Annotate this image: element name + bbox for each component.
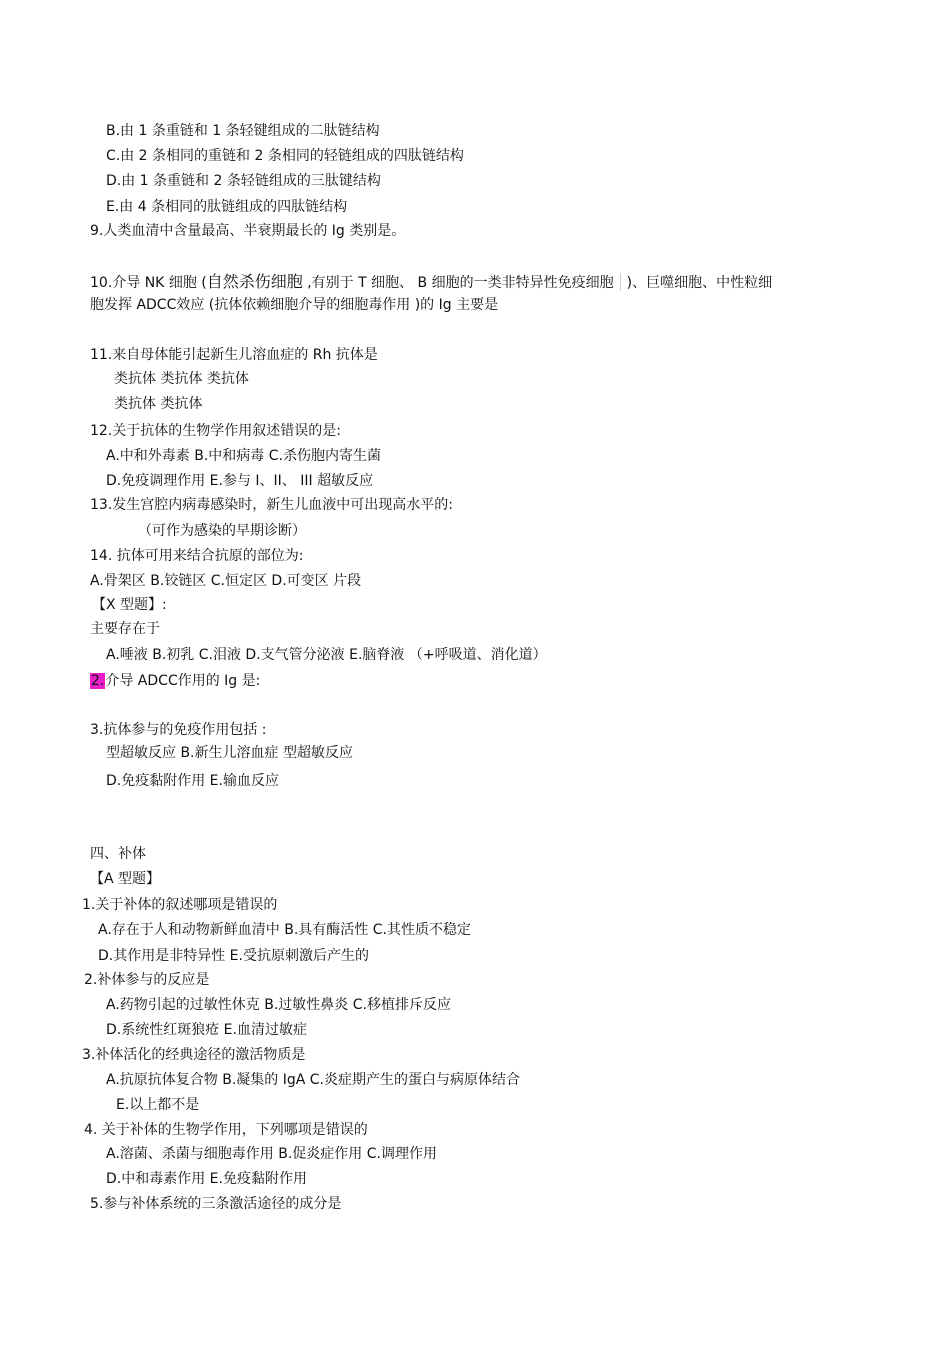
question-text: ,有别于 T 细胞、 B 细胞的一类非特异性免疫细胞 — [302, 275, 614, 291]
section-heading: 四、补体 — [90, 846, 146, 862]
question-line: 胞发挥 ADCC效应 (抗体依赖细胞介导的细胞毒作用 )的 Ig 主要是 — [90, 297, 499, 313]
question-text: )、巨噬细胞、中性粒细 — [626, 275, 773, 291]
question-line: 1.关于补体的叙述哪项是错误的 — [82, 897, 278, 913]
option-line: D.免疫调理作用 E.参与 I、II、 III 超敏反应 — [106, 473, 374, 489]
question-line: 3.补体活化的经典途径的激活物质是 — [82, 1047, 306, 1063]
option-line: A.唾液 B.初乳 C.泪液 D.支气管分泌液 E.脑脊液 （+呼吸道、消化道） — [106, 647, 547, 663]
divider — [620, 273, 621, 291]
section-label: 【A 型题】 — [90, 871, 161, 887]
question-line — [90, 272, 772, 292]
emphasis-text: 自然杀伤细胞 — [206, 272, 303, 291]
question-text: 10.介导 NK 细胞 ( — [90, 275, 207, 291]
option-line: A.骨架区 B.铰链区 C.恒定区 D.可变区 片段 — [90, 573, 362, 589]
option-line: D.由 1 条重链和 2 条轻链组成的三肽键结构 — [106, 173, 381, 189]
option-line: A.药物引起的过敏性休克 B.过敏性鼻炎 C.移植排斥反应 — [106, 997, 451, 1013]
option-line: A.抗原抗体复合物 B.凝集的 IgA C.炎症期产生的蛋白与病原体结合 — [106, 1072, 521, 1088]
question-line: 2.补体参与的反应是 — [84, 972, 210, 988]
question-line: 11.来自母体能引起新生儿溶血症的 Rh 抗体是 — [90, 347, 378, 363]
option-line: C.由 2 条相同的重链和 2 条相同的轻链组成的四肽链结构 — [106, 148, 464, 164]
question-line: 4. 关于补体的生物学作用，下列哪项是错误的 — [84, 1122, 368, 1138]
note-line: （可作为感染的早期诊断） — [138, 523, 306, 539]
question-line: 5.参与补体系统的三条激活途径的成分是 — [90, 1196, 342, 1212]
question-line — [90, 672, 260, 690]
question-text: 介导 ADCC作用的 Ig 是: — [105, 673, 261, 689]
option-line: 类抗体 类抗体 — [114, 396, 203, 412]
option-line: A.中和外毒素 B.中和病毒 C.杀伤胞内寄生菌 — [106, 448, 381, 464]
option-line: D.中和毒素作用 E.免疫黏附作用 — [106, 1171, 307, 1187]
question-line: 14. 抗体可用来结合抗原的部位为: — [90, 548, 304, 564]
question-line: 12.关于抗体的生物学作用叙述错误的是: — [90, 423, 341, 439]
option-line: D.其作用是非特异性 E.受抗原刺激后产生的 — [98, 948, 369, 964]
option-line: E.由 4 条相同的肽链组成的四肽链结构 — [106, 199, 348, 215]
option-line: D.系统性红斑狼疮 E.血清过敏症 — [106, 1022, 307, 1038]
option-line: A.存在于人和动物新鲜血清中 B.具有酶活性 C.其性质不稳定 — [98, 922, 471, 938]
option-line: 类抗体 类抗体 类抗体 — [114, 371, 249, 387]
option-line: D.免疫黏附作用 E.输血反应 — [106, 773, 279, 789]
question-line: 3.抗体参与的免疫作用包括 : — [90, 722, 267, 738]
highlighted-number: 2. — [91, 673, 105, 689]
option-line: B.由 1 条重链和 1 条轻键组成的二肽链结构 — [106, 123, 380, 139]
option-line: A.溶菌、杀菌与细胞毒作用 B.促炎症作用 C.调理作用 — [106, 1146, 437, 1162]
question-line: 9.人类血清中含量最高、半衰期最长的 Ig 类别是。 — [90, 223, 406, 239]
option-line: 型超敏反应 B.新生儿溶血症 型超敏反应 — [106, 745, 353, 761]
section-label: 【X 型题】: — [92, 597, 167, 613]
question-line: 主要存在于 — [90, 621, 160, 637]
question-line: 13.发生宫腔内病毒感染时，新生儿血液中可出现高水平的: — [90, 497, 453, 513]
option-line: E.以上都不是 — [116, 1097, 200, 1113]
